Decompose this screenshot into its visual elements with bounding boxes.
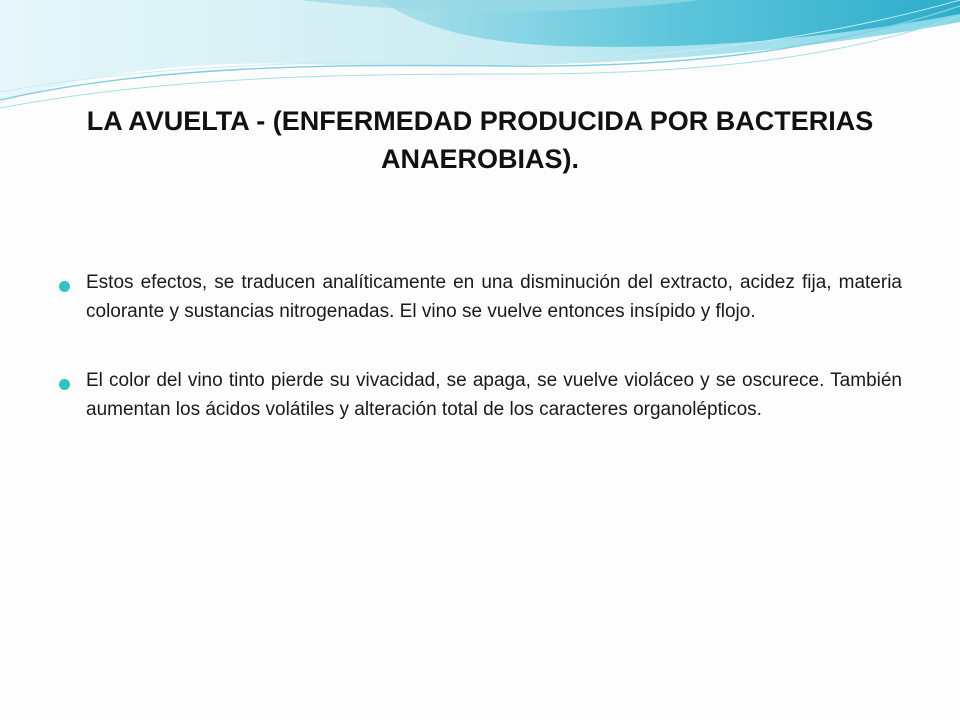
- bullet-text: El color del vino tinto pierde su vivacidad, se apaga, se vuelve violáceo y se oscurece. También aumentan los ácidos volátiles y alteración total de los caracteres organolépticos.: [86, 370, 902, 420]
- list-item: [56, 366, 902, 424]
- bullet-dot-icon: [59, 281, 70, 292]
- list-item: [56, 268, 902, 326]
- bullet-list: [56, 268, 902, 424]
- slide-title: LA AVUELTA - (ENFERMEDAD PRODUCIDA POR BACTERIAS ANAEROBIAS).: [86, 106, 874, 174]
- bullet-text: Estos efectos, se traducen analíticamente en una disminución del extracto, acidez fija, materia colorante y sustancias nitrogenadas. El vino se vuelve entonces insípido y flojo.: [86, 272, 902, 322]
- bullet-dot-icon: [59, 379, 70, 390]
